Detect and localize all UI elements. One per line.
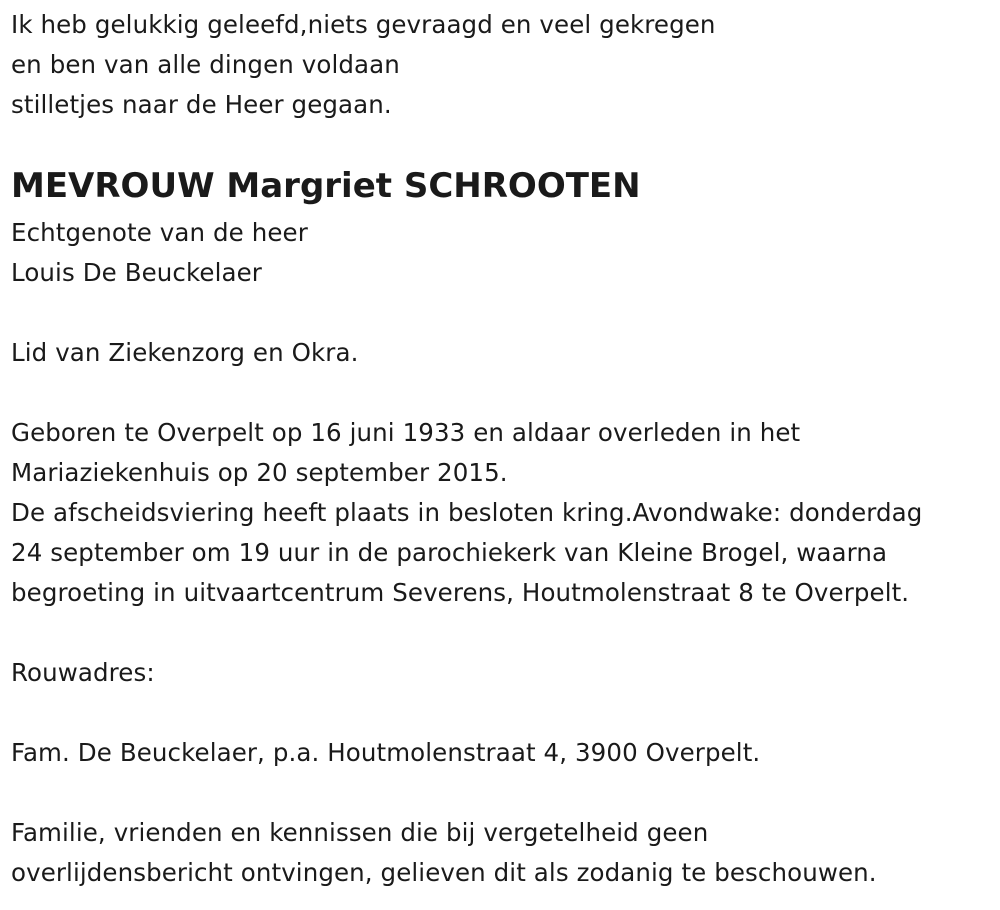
spacer (11, 373, 922, 413)
poem-line: Ik heb gelukkig geleefd,niets gevraagd en veel gekregen (11, 10, 716, 39)
details-line: De afscheidsviering heeft plaats in besloten kring.Avondwake: donderdag (11, 498, 923, 527)
details-line: Mariaziekenhuis op 20 september 2015. (11, 458, 508, 487)
details-line: begroeting in uitvaartcentrum Severens, Houtmolenstraat 8 te Overpelt. (11, 578, 910, 607)
details-line: Geboren te Overpelt op 16 juni 1933 en aldaar overleden in het (11, 418, 801, 447)
closing-line: Familie, vrienden en kennissen die bij vergetelheid geen (11, 818, 709, 847)
mourning-address-label: Rouwadres: (11, 658, 155, 687)
closing-line: overlijdensbericht ontvingen, gelieven dit als zodanig te beschouwen. (11, 858, 877, 887)
membership-text: Lid van Ziekenzorg en Okra. (11, 338, 359, 367)
spacer (11, 693, 922, 733)
poem-line: stilletjes naar de Heer gegaan. (11, 90, 392, 119)
notice-body (11, 213, 922, 893)
poem (11, 5, 716, 125)
details-line: 24 september om 19 uur in de parochiekerk van Kleine Brogel, waarna (11, 538, 888, 567)
spouse-name: Louis De Beuckelaer (11, 258, 262, 287)
poem-line: en ben van alle dingen voldaan (11, 50, 400, 79)
spacer (11, 773, 922, 813)
spacer (11, 613, 922, 653)
mourning-address: Fam. De Beuckelaer, p.a. Houtmolenstraat 4, 3900 Overpelt. (11, 738, 761, 767)
spacer (11, 293, 922, 333)
deceased-name: MEVROUW Margriet SCHROOTEN (11, 166, 641, 206)
spouse-line: Echtgenote van de heer (11, 218, 308, 247)
